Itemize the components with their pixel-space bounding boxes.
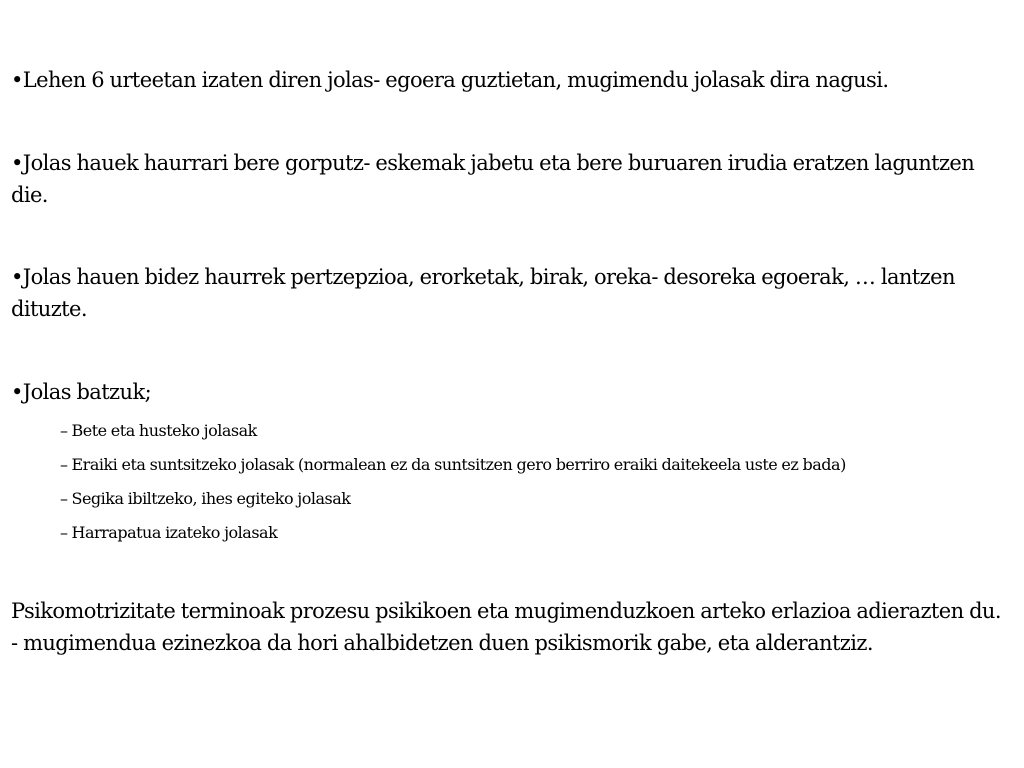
dash-marker: – bbox=[60, 523, 68, 542]
list-item-text: Harrapatua izateko jolasak bbox=[71, 523, 278, 542]
bullet-text: Jolas batzuk; bbox=[22, 380, 152, 404]
bullet-marker: • bbox=[11, 151, 23, 175]
list-item bbox=[60, 448, 1010, 482]
bullet-marker: • bbox=[11, 68, 23, 92]
bullet-text: Jolas hauek haurrari bere gorputz- eskemak jabetu eta bere buruaren irudia eratzen laguntzen die. bbox=[11, 151, 975, 207]
dash-marker: – bbox=[60, 421, 68, 440]
bullet-marker: • bbox=[11, 380, 23, 404]
bullet-paragraph bbox=[11, 376, 1001, 408]
bullet-paragraph bbox=[11, 64, 1001, 96]
list-item-text: Bete eta husteko jolasak bbox=[71, 421, 257, 440]
bullet-text: Jolas hauen bidez haurrek pertzepzioa, erorketak, birak, oreka- desoreka egoerak, … lantzen dituzte. bbox=[11, 265, 955, 321]
closing-paragraph: Psikomotrizitate terminoak prozesu psikikoen eta mugimenduzkoen arteko erlazioa adierazten du. - mugimendua ezinezkoa da hori ahalbidetzen duen psikismorik gabe, eta alderantziz. bbox=[11, 599, 1001, 655]
bullet-text: Lehen 6 urteetan izaten diren jolas- egoera guztietan, mugimendu jolasak dira nagusi. bbox=[22, 68, 889, 92]
dash-marker: – bbox=[60, 455, 68, 474]
list-item bbox=[60, 482, 1010, 516]
list-item-text: Eraiki eta suntsitzeko jolasak (normalean ez da suntsitzen gero berriro eraiki daitekeela uste ez bada) bbox=[71, 455, 846, 474]
list-item bbox=[60, 516, 1010, 550]
bullet-paragraph bbox=[11, 261, 1001, 325]
list-item bbox=[60, 414, 1010, 448]
list-item-text: Segika ibiltzeko, ihes egiteko jolasak bbox=[71, 489, 351, 508]
bullet-paragraph bbox=[11, 147, 1001, 211]
bullet-marker: • bbox=[11, 265, 23, 289]
dash-marker: – bbox=[60, 489, 68, 508]
game-types-list bbox=[60, 414, 1010, 550]
